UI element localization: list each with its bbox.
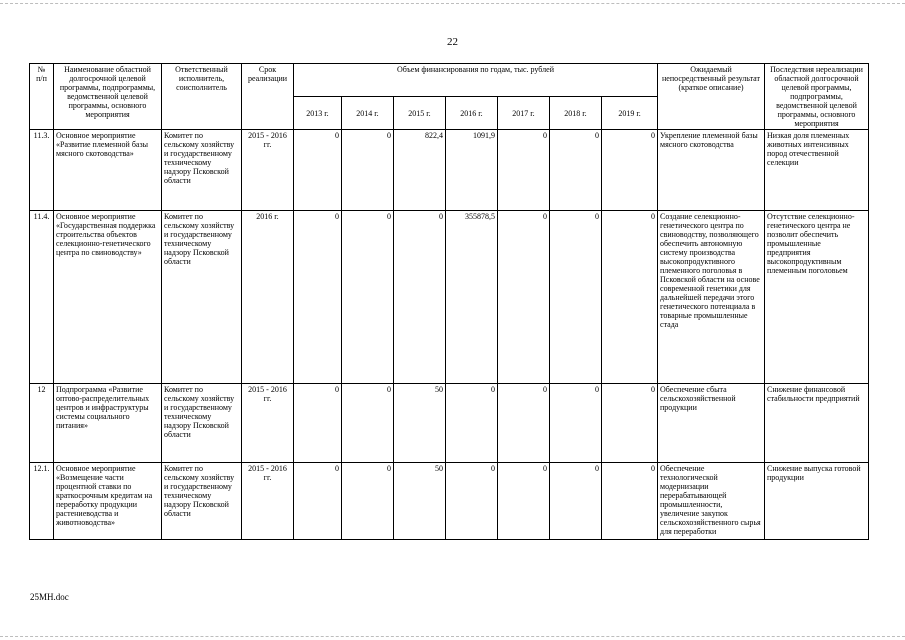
- row-consequences: Снижение финансовой стабильности предприятий: [765, 384, 869, 463]
- row-responsible: Комитет по сельскому хозяйству и государственному техническому надзору Псковской области: [162, 211, 242, 384]
- row-term: 2015 - 2016 гг.: [242, 130, 294, 211]
- row-value-2013: 0: [294, 211, 342, 384]
- row-value-2018: 0: [550, 463, 602, 540]
- row-value-2017: 0: [498, 384, 550, 463]
- header-year: 2015 г.: [394, 97, 446, 130]
- row-value-2013: 0: [294, 463, 342, 540]
- row-value-2017: 0: [498, 130, 550, 211]
- header-year: 2018 г.: [550, 97, 602, 130]
- row-value-2014: 0: [342, 384, 394, 463]
- row-value-2016: 0: [446, 384, 498, 463]
- page-number: 22: [447, 36, 458, 48]
- row-consequences: Снижение выпуска готовой продукции: [765, 463, 869, 540]
- row-value-2013: 0: [294, 130, 342, 211]
- row-value-2018: 0: [550, 211, 602, 384]
- row-number: 12: [30, 384, 54, 463]
- row-value-2015: 822,4: [394, 130, 446, 211]
- header-year: 2014 г.: [342, 97, 394, 130]
- row-value-2019: 0: [602, 463, 658, 540]
- program-table: [29, 63, 869, 540]
- row-result: Создание селекционно-генетического центра по свиноводству, позволяющего обеспечить автономную систему производства высокопродуктивного племенного поголовья в Псковской области на основе современной генетики для дальнейшей передачи этого генетического потенциала в товарные промышленные стада: [658, 211, 765, 384]
- header-year: 2017 г.: [498, 97, 550, 130]
- row-value-2018: 0: [550, 130, 602, 211]
- row-value-2019: 0: [602, 384, 658, 463]
- row-value-2014: 0: [342, 211, 394, 384]
- row-result: Укрепление племенной базы мясного скотоводства: [658, 130, 765, 211]
- header-no: № п/п: [30, 64, 54, 130]
- row-value-2015: 50: [394, 463, 446, 540]
- header-term: Срок реализации: [242, 64, 294, 130]
- row-value-2014: 0: [342, 130, 394, 211]
- row-responsible: Комитет по сельскому хозяйству и государственному техническому надзору Псковской области: [162, 384, 242, 463]
- table-header: [30, 64, 869, 130]
- scan-edge-top: [0, 3, 905, 4]
- header-name: Наименование областной долгосрочной целевой программы, подпрограммы, ведомственной целевой программы, основного мероприятия: [54, 64, 162, 130]
- row-value-2019: 0: [602, 130, 658, 211]
- row-name: Основное мероприятие «Развитие племенной базы мясного скотоводства»: [54, 130, 162, 211]
- row-value-2016: 0: [446, 463, 498, 540]
- row-value-2014: 0: [342, 463, 394, 540]
- table-row: [30, 130, 869, 211]
- row-value-2016: 1091,9: [446, 130, 498, 211]
- row-name: Основное мероприятие «Возмещение части процентной ставки по краткосрочным кредитам на переработку продукции растениеводства и животноводства»: [54, 463, 162, 540]
- row-value-2015: 0: [394, 211, 446, 384]
- row-consequences: Отсутствие селекционно-генетического центра не позволит обеспечить промышленные предприятия высокопродуктивным племенным поголовьем: [765, 211, 869, 384]
- header-consequences: Последствия нереализации областной долгосрочной целевой программы, подпрограммы, ведомственной целевой программы, основного мероприятия: [765, 64, 869, 130]
- scan-edge-bottom: [0, 636, 905, 637]
- header-funding: Объем финансирования по годам, тыс. рублей: [294, 64, 658, 97]
- row-responsible: Комитет по сельскому хозяйству и государственному техническому надзору Псковской области: [162, 463, 242, 540]
- row-consequences: Низкая доля племенных животных интенсивных пород отечественной селекции: [765, 130, 869, 211]
- row-term: 2015 - 2016 гг.: [242, 384, 294, 463]
- row-responsible: Комитет по сельскому хозяйству и государственному техническому надзору Псковской области: [162, 130, 242, 211]
- table-row: [30, 384, 869, 463]
- header-result: Ожидаемый непосредственный результат (краткое описание): [658, 64, 765, 130]
- table-row: [30, 211, 869, 384]
- row-value-2017: 0: [498, 463, 550, 540]
- header-year: 2013 г.: [294, 97, 342, 130]
- row-value-2019: 0: [602, 211, 658, 384]
- row-number: 11.3.: [30, 130, 54, 211]
- footer-filename: 25МН.doc: [30, 592, 69, 602]
- row-value-2015: 50: [394, 384, 446, 463]
- header-responsible: Ответственный исполнитель, соисполнитель: [162, 64, 242, 130]
- row-term: 2015 - 2016 гг.: [242, 463, 294, 540]
- header-year: 2016 г.: [446, 97, 498, 130]
- row-number: 12.1.: [30, 463, 54, 540]
- row-result: Обеспечение технологической модернизации перерабатывающей промышленности, увеличение закупок сельскохозяйственного сырья для переработки: [658, 463, 765, 540]
- row-value-2013: 0: [294, 384, 342, 463]
- row-result: Обеспечение сбыта сельскохозяйственной продукции: [658, 384, 765, 463]
- row-value-2016: 355878,5: [446, 211, 498, 384]
- row-number: 11.4.: [30, 211, 54, 384]
- header-year: 2019 г.: [602, 97, 658, 130]
- row-value-2018: 0: [550, 384, 602, 463]
- row-name: Подпрограмма «Развитие оптово-распределительных центров и инфраструктуры системы социального питания»: [54, 384, 162, 463]
- row-term: 2016 г.: [242, 211, 294, 384]
- row-value-2017: 0: [498, 211, 550, 384]
- table-row: [30, 463, 869, 540]
- row-name: Основное мероприятие «Государственная поддержка строительства объектов селекционно-генетического центра по свиноводству»: [54, 211, 162, 384]
